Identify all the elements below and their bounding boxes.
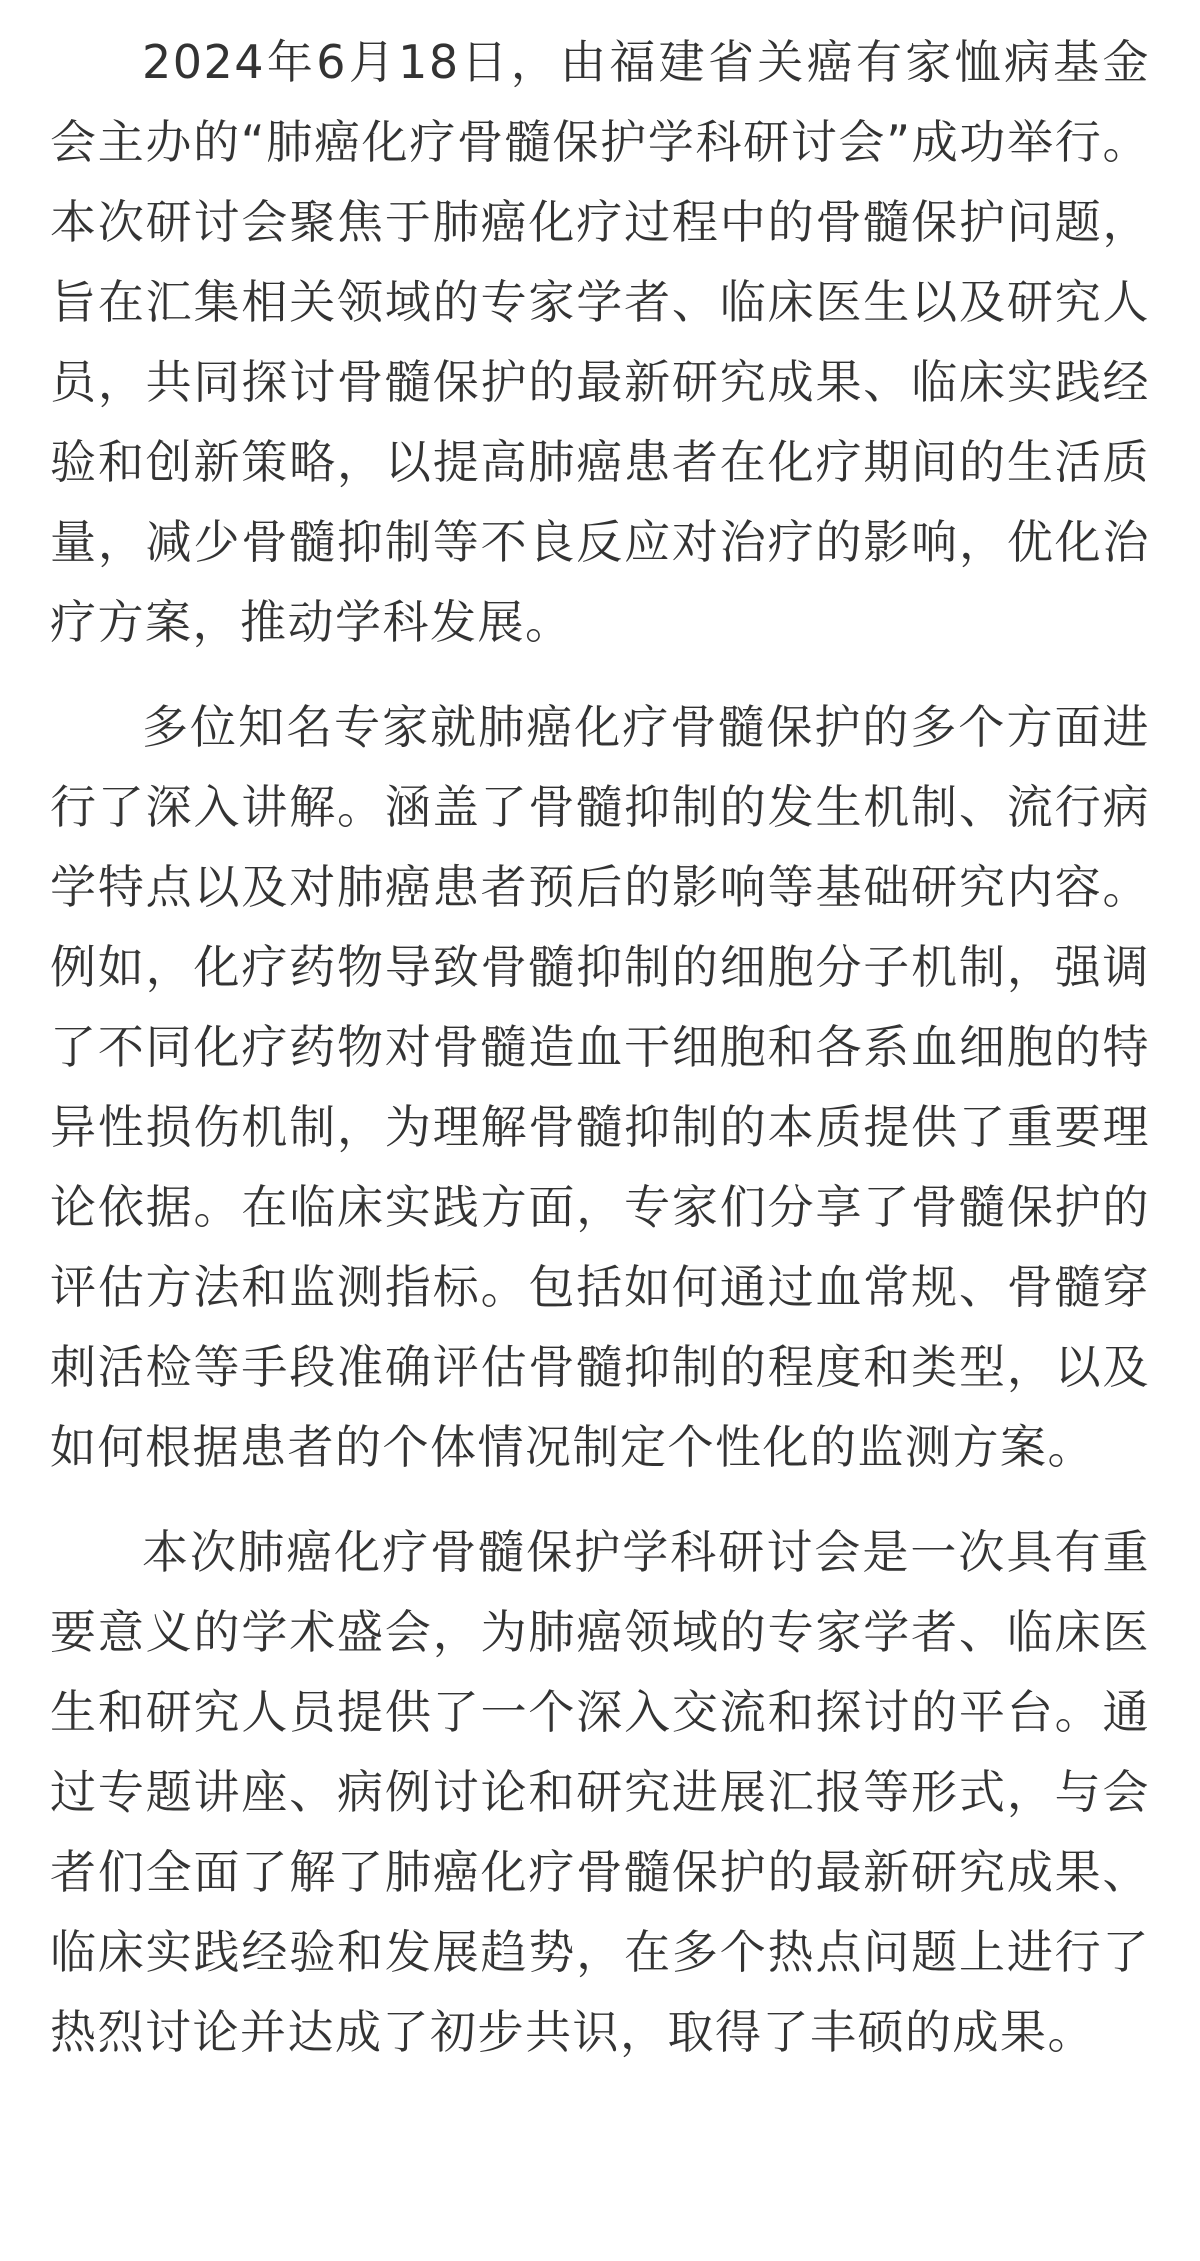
paragraph-conclusion: 本次肺癌化疗骨髓保护学科研讨会是一次具有重要意义的学术盛会，为肺癌领域的专家学者、临床医生和研究人员提供了一个深入交流和探讨的平台。通过专题讲座、病例讨论和研究进展汇报等形式，与会者们全面了解了肺癌化疗骨髓保护的最新研究成果、临床实践经验和发展趋势，在多个热点问题上进行了热烈讨论并达成了初步共识，取得了丰硕的成果。 <box>50 1525 1150 2059</box>
paragraph-event-summary: 2024年6月18日，由福建省关癌有家恤病基金会主办的“肺癌化疗骨髓保护学科研讨会”成功举行。本次研讨会聚焦于肺癌化疗过程中的骨髓保护问题，旨在汇集相关领域的专家学者、临床医生以及研究人员，共同探讨骨髓保护的最新研究成果、临床实践经验和创新策略，以提高肺癌患者在化疗期间的生活质量，减少骨髓抑制等不良反应对治疗的影响，优化治疗方案，推动学科发展。 <box>50 35 1150 649</box>
paragraph-expert-talks: 多位知名专家就肺癌化疗骨髓保护的多个方面进行了深入讲解。涵盖了骨髓抑制的发生机制、流行病学特点以及对肺癌患者预后的影响等基础研究内容。例如，化疗药物导致骨髓抑制的细胞分子机制，强调了不同化疗药物对骨髓造血干细胞和各系血细胞的特异性损伤机制，为理解骨髓抑制的本质提供了重要理论依据。在临床实践方面，专家们分享了骨髓保护的评估方法和监测指标。包括如何通过血常规、骨髓穿刺活检等手段准确评估骨髓抑制的程度和类型，以及如何根据患者的个体情况制定个性化的监测方案。 <box>50 700 1150 1474</box>
article-body <box>50 22 1150 2097</box>
